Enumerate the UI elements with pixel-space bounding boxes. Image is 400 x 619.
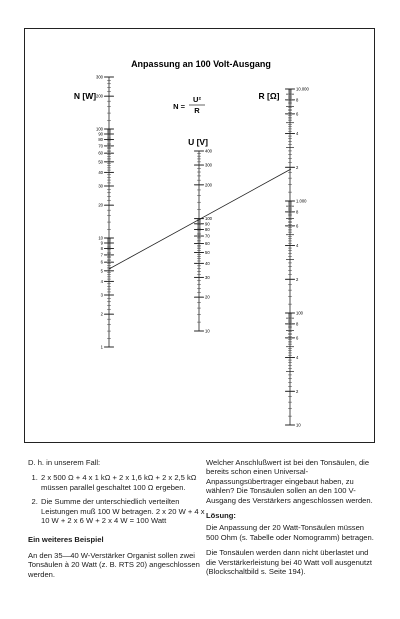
formula-lhs: N =	[173, 102, 185, 111]
voltage-tick-label: 100	[205, 216, 212, 222]
voltage-tick-label: 80	[205, 227, 210, 233]
power-tick-label: 90	[98, 131, 103, 137]
resistance-axis-label: R [Ω]	[258, 91, 280, 101]
power-tick-label: 20	[98, 202, 103, 208]
voltage-axis-label: U [V]	[188, 137, 208, 147]
voltage-tick-label: 60	[205, 241, 210, 247]
example-line	[109, 169, 291, 269]
voltage-tick-label: 200	[205, 182, 212, 188]
resistance-tick-label: 100	[296, 310, 303, 316]
solution-text-1: Die Anpassung der 20 Watt-Tonsäulen müssen 500 Ohm (s. Tabelle oder Nomogramm) betragen.	[206, 523, 374, 542]
power-tick-label: 100	[96, 126, 103, 132]
voltage-tick-label: 30	[205, 274, 210, 280]
resistance-tick-label: 2	[296, 388, 299, 394]
resistance-tick-label: 10.000	[296, 86, 309, 92]
resistance-tick-label: 6	[296, 223, 299, 229]
resistance-tick-label: 8	[296, 321, 299, 327]
question-text: Welcher Anschlußwert ist bei den Tonsäulen, die bereits schon einen Universal-Anpassungsübertrager eingebaut haben, zu wählen? Die Tonsäulen sollen an den 100 V-Ausgang des Verstärkers angeschlossen werden.	[206, 458, 373, 505]
resistance-tick-label: 1.000	[296, 198, 307, 204]
resistance-tick-label: 10	[296, 422, 301, 428]
power-tick-label: 8	[100, 246, 103, 252]
voltage-tick-label: 90	[205, 221, 210, 227]
list-item: 2. Die Summe der unterschiedlich verteilten Leistungen muß 100 W betragen. 2 x 20 W + 4 x 10 W + 2 x 6 W + 2 x 4 W = 100 Watt	[40, 497, 206, 525]
power-tick-label: 2	[100, 311, 103, 317]
list-item: 1. 2 x 500 Ω + 4 x 1 kΩ + 2 x 1,6 kΩ + 2 x 2,5 kΩ müssen parallel geschaltet 100 Ω ergeben.	[40, 473, 206, 492]
power-tick-label: 80	[98, 137, 103, 143]
nomogram	[25, 29, 376, 444]
power-tick-label: 10	[98, 235, 103, 241]
formula-denominator: R	[194, 106, 200, 115]
voltage-tick-label: 40	[205, 260, 210, 266]
resistance-tick-label: 2	[296, 164, 299, 170]
power-tick-label: 6	[100, 259, 103, 265]
power-axis-label: N [W]	[73, 91, 97, 101]
power-tick-label: 1	[100, 344, 103, 350]
solution-text-2: Die Tonsäulen werden dann nicht überlastet und die Verstärkerleistung bei 40 Watt voll ausgenutzt (Blockschaltbild s. Seite 194).	[206, 548, 373, 577]
voltage-tick-label: 10	[205, 328, 210, 334]
power-tick-label: 300	[96, 74, 103, 80]
resistance-tick-label: 4	[296, 131, 299, 137]
resistance-tick-label: 4	[296, 355, 299, 361]
resistance-tick-label: 4	[296, 243, 299, 249]
intro-text: D. h. in unserem Fall:	[28, 458, 101, 467]
power-tick-label: 3	[100, 292, 103, 298]
resistance-tick-label: 2	[296, 276, 299, 282]
formula-numerator: U²	[193, 95, 201, 104]
example-heading: Ein weiteres Beispiel	[28, 535, 104, 545]
voltage-tick-label: 70	[205, 233, 210, 239]
power-tick-label: 200	[96, 93, 103, 99]
nomogram-frame	[24, 28, 375, 443]
voltage-tick-label: 300	[205, 162, 212, 168]
nomogram-title: Anpassung an 100 Volt-Ausgang	[131, 59, 271, 69]
calculation-list	[28, 473, 206, 525]
text-column-right	[206, 458, 378, 582]
text-column-left	[28, 458, 206, 585]
power-tick-label: 50	[98, 159, 103, 165]
resistance-tick-label: 8	[296, 209, 299, 215]
resistance-tick-label: 6	[296, 111, 299, 117]
power-tick-label: 7	[100, 252, 103, 258]
voltage-tick-label: 50	[205, 249, 210, 255]
power-tick-label: 4	[100, 278, 103, 284]
power-tick-label: 30	[98, 183, 103, 189]
resistance-tick-label: 8	[296, 97, 299, 103]
power-tick-label: 70	[98, 143, 103, 149]
example-text: An den 35—40 W-Verstärker Organist sollen zwei Tonsäulen à 20 Watt (z. B. RTS 20) angeschlossen werden.	[28, 550, 200, 579]
voltage-tick-label: 400	[205, 148, 212, 154]
power-tick-label: 9	[100, 240, 103, 246]
voltage-tick-label: 20	[205, 294, 210, 300]
power-tick-label: 40	[98, 169, 103, 175]
solution-heading: Lösung:	[206, 511, 236, 521]
power-tick-label: 60	[98, 150, 103, 156]
power-tick-label: 5	[100, 268, 103, 274]
resistance-tick-label: 6	[296, 335, 299, 341]
